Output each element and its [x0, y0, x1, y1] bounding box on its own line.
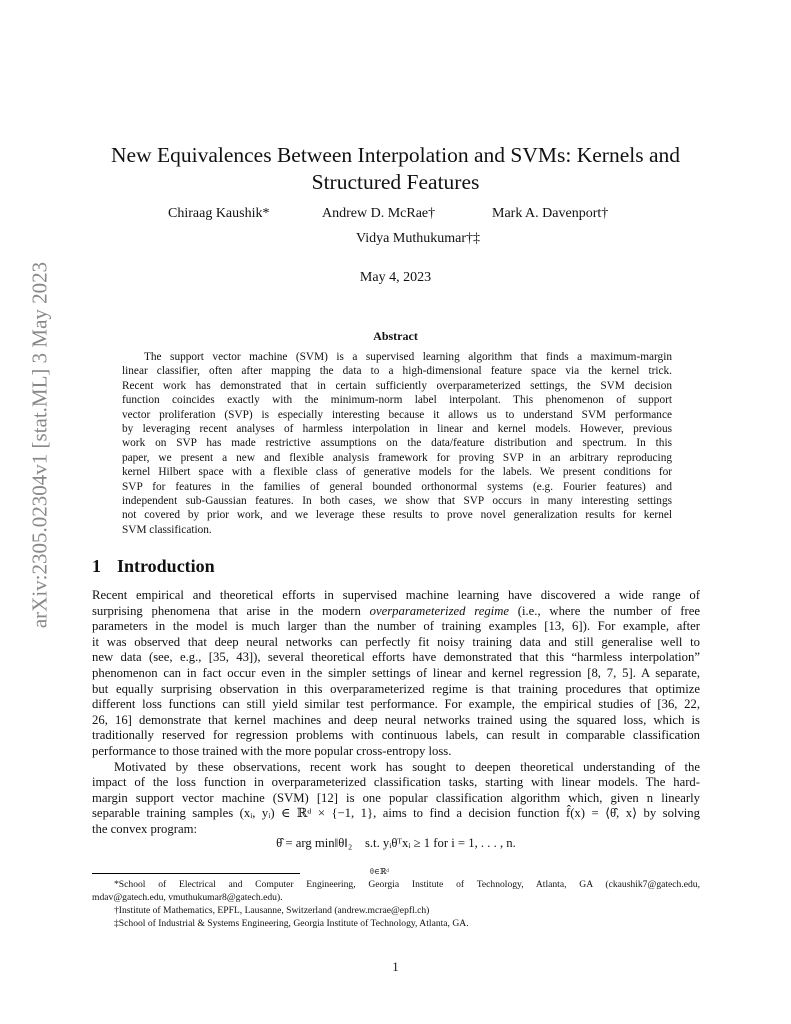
- text-line: mdav@gatech.edu, vmuthukumar8@gatech.edu).: [92, 892, 283, 903]
- page-number: 1: [392, 960, 399, 974]
- title-line: Structured Features: [311, 170, 480, 194]
- paragraph: [92, 760, 700, 838]
- introduction-body: [92, 588, 700, 838]
- author: Chiraag Kaushik*: [168, 206, 270, 221]
- text-line: function coincides exactly with the minimum-norm label interpolant. This phenomenon of support: [122, 394, 672, 407]
- text-line: the convex program:: [92, 821, 197, 836]
- footnote-rule: [92, 873, 300, 874]
- abstract-body: [122, 350, 672, 537]
- text-line: SVM classification.: [122, 523, 212, 536]
- text-line: by leveraging recent analyses of harmless interpolation in linear and kernel models. However, previous: [122, 423, 672, 436]
- text-line: different loss functions can still yield similar test performance. For example, the empirical studies of [36, 22,: [92, 697, 700, 712]
- arxiv-identifier: arXiv:2305.02304v1 [stat.ML] 3 May 2023: [27, 261, 52, 629]
- equation-text: θ̂ = arg min‖θ‖₂ s.t. yᵢθᵀxᵢ ≥ 1 for i = 1, . . . , n.: [276, 836, 516, 850]
- text-line: impact of the loss function in overparameterized classification tasks, starting with linear models. The hard-: [92, 775, 700, 790]
- text-line: *School of Electrical and Computer Engineering, Georgia Institute of Technology, Atlanta, GA (ckaushik7@gatech.edu,: [114, 879, 700, 890]
- emphasis-text: overparameterized regime: [369, 603, 509, 618]
- footnotes: [92, 878, 700, 930]
- paper-title: [60, 142, 731, 196]
- text-line: margin support vector machine (SVM) [12] is one popular classification algorithm which, given n linearly: [92, 790, 700, 805]
- text-line: work on SVP has made restrictive assumptions on the data/feature distribution and spectrum. In this: [122, 437, 672, 450]
- text-line: †Institute of Mathematics, EPFL, Lausanne, Switzerland (andrew.mcrae@epfl.ch): [114, 905, 430, 916]
- author: Vidya Muthukumar†‡: [356, 231, 480, 246]
- equation-subscript: θ∈ℝᵈ: [370, 867, 389, 876]
- text-line: phenomenon can in fact occur even in the simpler settings of linear and kernel regression [8, 7, 5]. A separate,: [92, 665, 700, 680]
- text-line: independent sub-Gaussian features. In both cases, we show that SVP occurs in many interesting settings: [122, 495, 672, 508]
- text-line: Recent empirical and theoretical efforts in supervised machine learning have discovered a wide range of: [92, 588, 700, 602]
- text-line: traditionally reserved for regression problems with continuous labels, can result in comparable classification: [92, 728, 700, 743]
- title-line: New Equivalences Between Interpolation and SVMs: Kernels and: [111, 143, 680, 167]
- section-heading: [92, 556, 231, 577]
- text-line: Recent work has demonstrated that in certain sufficiently overparameterized settings, the SVM decision: [122, 379, 672, 392]
- text-line: paper, we present a new and flexible analysis framework for proving SVP in an arbitrary reproducing: [122, 451, 672, 464]
- abstract-heading: Abstract: [373, 329, 418, 343]
- text-line: performance to those trained with the more popular cross-entropy loss.: [92, 743, 452, 758]
- author: Mark A. Davenport†: [492, 206, 609, 221]
- text-line: new data (see, e.g., [35, 43]), several theoretical efforts have demonstrated that this “harmless interpolation”: [92, 650, 700, 665]
- svm-equation: [92, 836, 700, 876]
- text-segment: surprising phenomena that arise in the modern: [92, 603, 370, 618]
- text-line: ‡School of Industrial & Systems Engineering, Georgia Institute of Technology, Atlanta, GA.: [114, 918, 469, 929]
- text-line: [92, 604, 700, 620]
- text-line: SVP for features in the families of general bounded orthonormal systems (e.g. Fourier features) and: [122, 480, 672, 493]
- text-line: but equally surprising observation in this overparameterized regime is that training procedures that optimize: [92, 681, 700, 696]
- text-line: vector proliferation (SVP) is especially interesting because it allows us to understand SVM performance: [122, 408, 672, 421]
- text-line: linear classifier, often after mapping the data to a high-dimensional feature space via the kernel trick.: [122, 365, 672, 378]
- text-segment: (i.e., where the number of free: [509, 603, 700, 618]
- text-line: The support vector machine (SVM) is a supervised learning algorithm that finds a maximum-margin: [144, 351, 672, 363]
- text-line: 26, 16] demonstrate that kernel machines and deep neural networks trained using the squared loss, which is: [92, 712, 700, 727]
- section-title: Introduction: [117, 556, 215, 576]
- text-line: it was observed that deep neural networks can perfectly fit noisy training data and still generalise well to: [92, 634, 700, 649]
- text-line: not covered by prior work, and we leverage these results to prove novel generalization results for kernel: [122, 509, 672, 522]
- text-line: kernel Hilbert space with a flexible class of generative models for the labels. We present conditions for: [122, 466, 672, 479]
- paragraph: [92, 588, 700, 760]
- author-list: [0, 206, 791, 256]
- author: Andrew D. McRae†: [322, 206, 436, 221]
- text-line: separable training samples (xᵢ, yᵢ) ∈ ℝᵈ × {−1, 1}, aims to find a decision function f̂(x) = ⟨θ̂, x⟩ by solving: [92, 806, 700, 821]
- text-line: Motivated by these observations, recent work has sought to deepen theoretical understanding of the: [114, 759, 700, 774]
- section-number: 1: [92, 556, 101, 576]
- publication-date: May 4, 2023: [359, 270, 432, 285]
- text-line: parameters in the model is much larger than the number of training examples [13, 6]). For example, after: [92, 619, 700, 634]
